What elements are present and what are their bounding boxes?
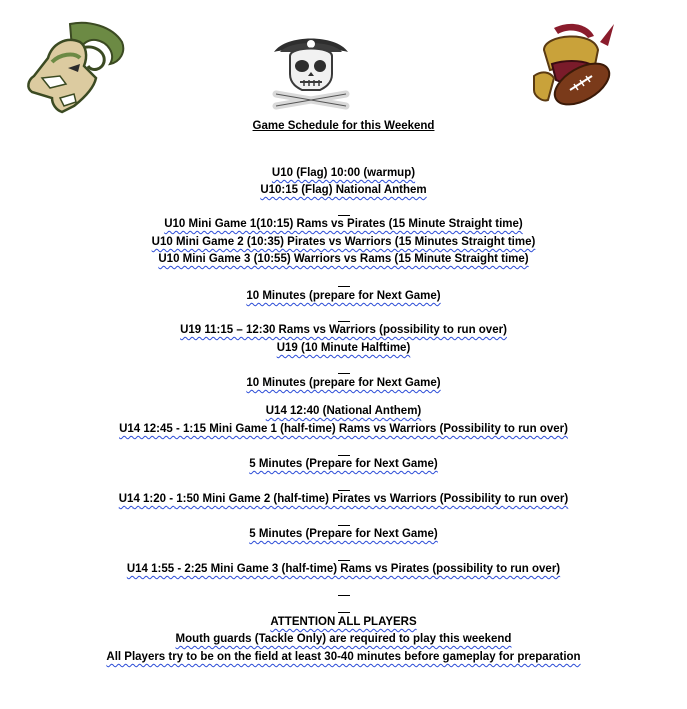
blank-line	[0, 513, 687, 521]
schedule-line: 5 Minutes (Prepare for Next Game)	[249, 528, 438, 540]
schedule-line: U14 12:45 - 1:15 Mini Game 1 (half-time) Rams vs Warriors (Possibility to run over)	[119, 423, 568, 435]
schedule-line: U10 (Flag) 10:00 (warmup)	[271, 167, 416, 179]
rams-logo	[22, 18, 126, 116]
blank-line	[0, 478, 687, 486]
schedule-line: U14 12:40 (National Anthem)	[265, 405, 422, 417]
schedule-line: 10 Minutes (prepare for Next Game)	[246, 290, 441, 302]
schedule-line: U14 1:55 - 2:25 Mini Game 3 (half-time) Rams vs Pirates (possibility to run over)	[126, 563, 561, 575]
schedule-line: U10:15 (Flag) National Anthem	[260, 184, 427, 196]
schedule-line: 5 Minutes (Prepare for Next Game)	[249, 458, 438, 470]
blank-line	[0, 203, 687, 211]
blank-line	[0, 443, 687, 451]
pirates-logo	[266, 30, 356, 110]
blank-line	[0, 583, 687, 591]
attention-heading: ATTENTION ALL PLAYERS	[270, 616, 417, 628]
blank-line	[0, 274, 687, 282]
blank-line	[0, 548, 687, 556]
blank-line	[0, 361, 687, 369]
blank-line	[0, 600, 687, 608]
schedule-line: U14 1:20 - 1:50 Mini Game 2 (half-time) Pirates vs Warriors (Possibility to run over)	[118, 493, 569, 505]
schedule-line: U10 Mini Game 1(10:15) Rams vs Pirates (15 Minute Straight time)	[164, 218, 523, 230]
arrival-notice: All Players try to be on the field at least 30-40 minutes before gameplay for preparation	[106, 651, 581, 663]
schedule-line: U19 (10 Minute Halftime)	[276, 342, 411, 354]
schedule-line: U10 Mini Game 3 (10:55) Warriors vs Rams (15 Minute Straight time)	[158, 253, 529, 265]
blank-line	[0, 309, 687, 317]
schedule-title: Game Schedule for this Weekend	[252, 120, 435, 132]
warriors-logo	[524, 20, 620, 110]
mouth-guard-notice: Mouth guards (Tackle Only) are required to play this weekend	[175, 633, 512, 645]
schedule-line: U10 Mini Game 2 (10:35) Pirates vs Warriors (15 Minutes Straight time)	[151, 236, 536, 248]
schedule-line: 10 Minutes (prepare for Next Game)	[246, 377, 441, 389]
schedule-line: U19 11:15 – 12:30 Rams vs Warriors (possibility to run over)	[180, 324, 507, 336]
